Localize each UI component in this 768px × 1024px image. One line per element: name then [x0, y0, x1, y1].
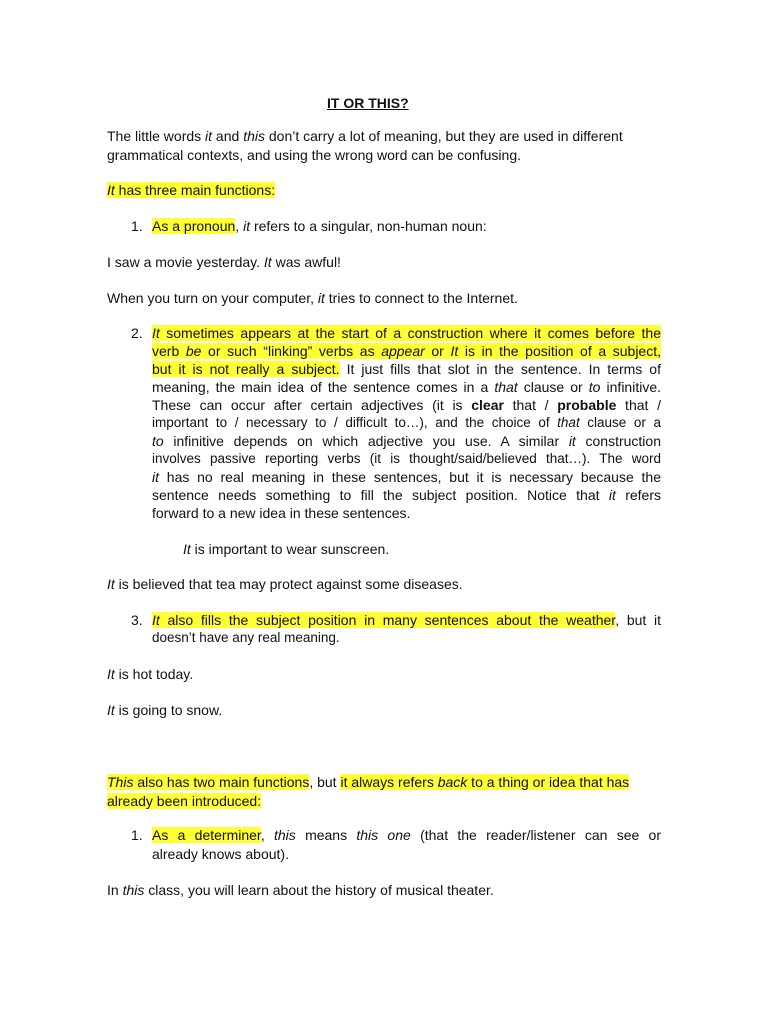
it-functions-heading: [107, 181, 275, 199]
item-2-line: [152, 432, 661, 450]
text: has no real meaning in these sentences, but it is necessary because the: [159, 469, 661, 485]
item-1-text: [152, 217, 487, 235]
text: It: [152, 325, 160, 341]
text: important to / necessary to / difficult to…), and the choice of: [152, 415, 558, 430]
list-number: 2.: [131, 325, 143, 341]
example-sentence: [183, 540, 389, 558]
text: refers: [615, 487, 661, 503]
text: it: [243, 218, 251, 234]
text: construction: [575, 433, 661, 449]
text: It: [263, 254, 272, 270]
text: to a thing or idea that has: [467, 774, 630, 790]
text: infinitive depends on which adjective you use. A similar: [163, 433, 569, 449]
highlight: [152, 612, 615, 628]
text: When you turn on your computer,: [107, 290, 318, 306]
item-2-line: [152, 378, 661, 396]
highlight: As a pronoun: [152, 218, 236, 234]
list-number: 3.: [131, 612, 143, 628]
text: is going to snow.: [114, 702, 223, 718]
list-number: 1.: [131, 827, 143, 843]
item-3-line: doesn’t have any real meaning.: [152, 630, 340, 645]
text: to: [588, 379, 601, 395]
text: clause or: [517, 379, 589, 395]
text: tries to connect to the Internet.: [324, 290, 518, 306]
text: is in the position of a subject,: [458, 343, 661, 359]
highlight: [107, 774, 309, 790]
text: it: [205, 128, 213, 144]
text: clear: [471, 397, 504, 413]
text: don’t carry a lot of meaning, but they are used in different: [264, 128, 623, 144]
text: probable: [557, 397, 617, 413]
page-title: IT OR THIS?: [327, 95, 409, 111]
item-2-line: involves passive reporting verbs (it is thought/said/believed that…). The word: [152, 451, 661, 466]
text: It: [107, 576, 115, 592]
text: and: [212, 128, 244, 144]
example-sentence: [107, 253, 341, 271]
text: It just fills that slot in the sentence. In terms of: [339, 361, 661, 377]
highlight: [107, 182, 275, 198]
example-sentence: [107, 575, 463, 593]
text: this: [122, 882, 145, 898]
example-sentence: [107, 665, 193, 683]
text: It: [450, 343, 459, 359]
text: this one: [356, 827, 411, 843]
text: It: [183, 541, 191, 557]
text: it: [608, 487, 616, 503]
text: appear: [381, 343, 425, 359]
item-2-line: [152, 324, 661, 342]
text: clause or a: [579, 415, 661, 430]
text: this: [243, 128, 265, 144]
text: In: [107, 882, 123, 898]
text: be: [185, 343, 202, 359]
text: or: [424, 343, 451, 359]
text: or such “linking” verbs as: [201, 343, 382, 359]
text: also has two main functions: [133, 774, 310, 790]
text: infinitive.: [600, 379, 661, 395]
text: It: [152, 612, 160, 628]
item-2-line: [152, 342, 661, 360]
text: (that the reader/listener can see or: [410, 827, 661, 843]
item-2-line: [152, 468, 661, 486]
item-2-line: [152, 396, 661, 414]
text: ,: [235, 218, 244, 234]
text: that: [494, 379, 518, 395]
text: , but it: [615, 612, 661, 628]
text: The little words: [107, 128, 206, 144]
text: sometimes appears at the start of a construction where it comes before the: [159, 325, 661, 341]
this-functions-heading: [107, 773, 629, 791]
intro-line-2: grammatical contexts, and using the wrong word can be confusing.: [107, 147, 522, 163]
list-number: 1.: [131, 218, 143, 234]
item-2-line: forward to a new idea in these sentences.: [152, 505, 411, 521]
text: refers to a singular, non-human noun:: [250, 218, 487, 234]
text: It: [107, 182, 115, 198]
this-item-1-line: [152, 826, 661, 844]
text: is believed that tea may protect against some diseases.: [114, 576, 463, 592]
highlight: [152, 343, 661, 359]
text: was awful!: [271, 254, 341, 270]
text: This: [107, 774, 134, 790]
text: it: [152, 469, 159, 485]
item-3-line: [152, 611, 661, 629]
highlight: but it is not really a subject.: [152, 361, 340, 377]
text: , but: [309, 774, 341, 790]
highlight: [340, 774, 629, 790]
text: sentence needs something to fill the subject position. Notice that: [152, 487, 609, 503]
highlight: [152, 325, 661, 341]
text: has three main functions:: [114, 182, 276, 198]
intro-line-1: [107, 127, 623, 145]
text: it: [568, 433, 576, 449]
text: meaning, the main idea of the sentence comes in a: [152, 379, 495, 395]
text: back: [437, 774, 468, 790]
text: verb: [152, 343, 186, 359]
text: that /: [616, 397, 661, 413]
example-sentence: [107, 289, 518, 307]
text: It: [107, 666, 115, 682]
example-sentence: [107, 701, 222, 719]
text: ,: [260, 827, 274, 843]
item-2-line: [152, 486, 661, 504]
text: this: [274, 827, 296, 843]
text: means: [295, 827, 357, 843]
text: it: [317, 290, 325, 306]
text: class, you will learn about the history of musical theater.: [144, 882, 494, 898]
text: to: [152, 433, 164, 449]
text: also fills the subject position in many sentences about the weather: [159, 612, 616, 628]
text: that: [557, 415, 580, 430]
item-2-line: [152, 360, 661, 378]
highlight: already been introduced:: [107, 793, 262, 809]
text: is hot today.: [114, 666, 194, 682]
text: is important to wear sunscreen.: [190, 541, 390, 557]
item-2-line: [152, 414, 661, 432]
text: These can occur after certain adjectives (it is: [152, 397, 472, 413]
text: It: [107, 702, 115, 718]
example-sentence: [107, 881, 494, 899]
this-functions-heading: [107, 792, 261, 810]
this-item-1-line: already knows about).: [152, 846, 289, 862]
text: I saw a movie yesterday.: [107, 254, 264, 270]
text: it always refers: [340, 774, 438, 790]
highlight: As a determiner: [152, 827, 261, 843]
text: that /: [503, 397, 558, 413]
